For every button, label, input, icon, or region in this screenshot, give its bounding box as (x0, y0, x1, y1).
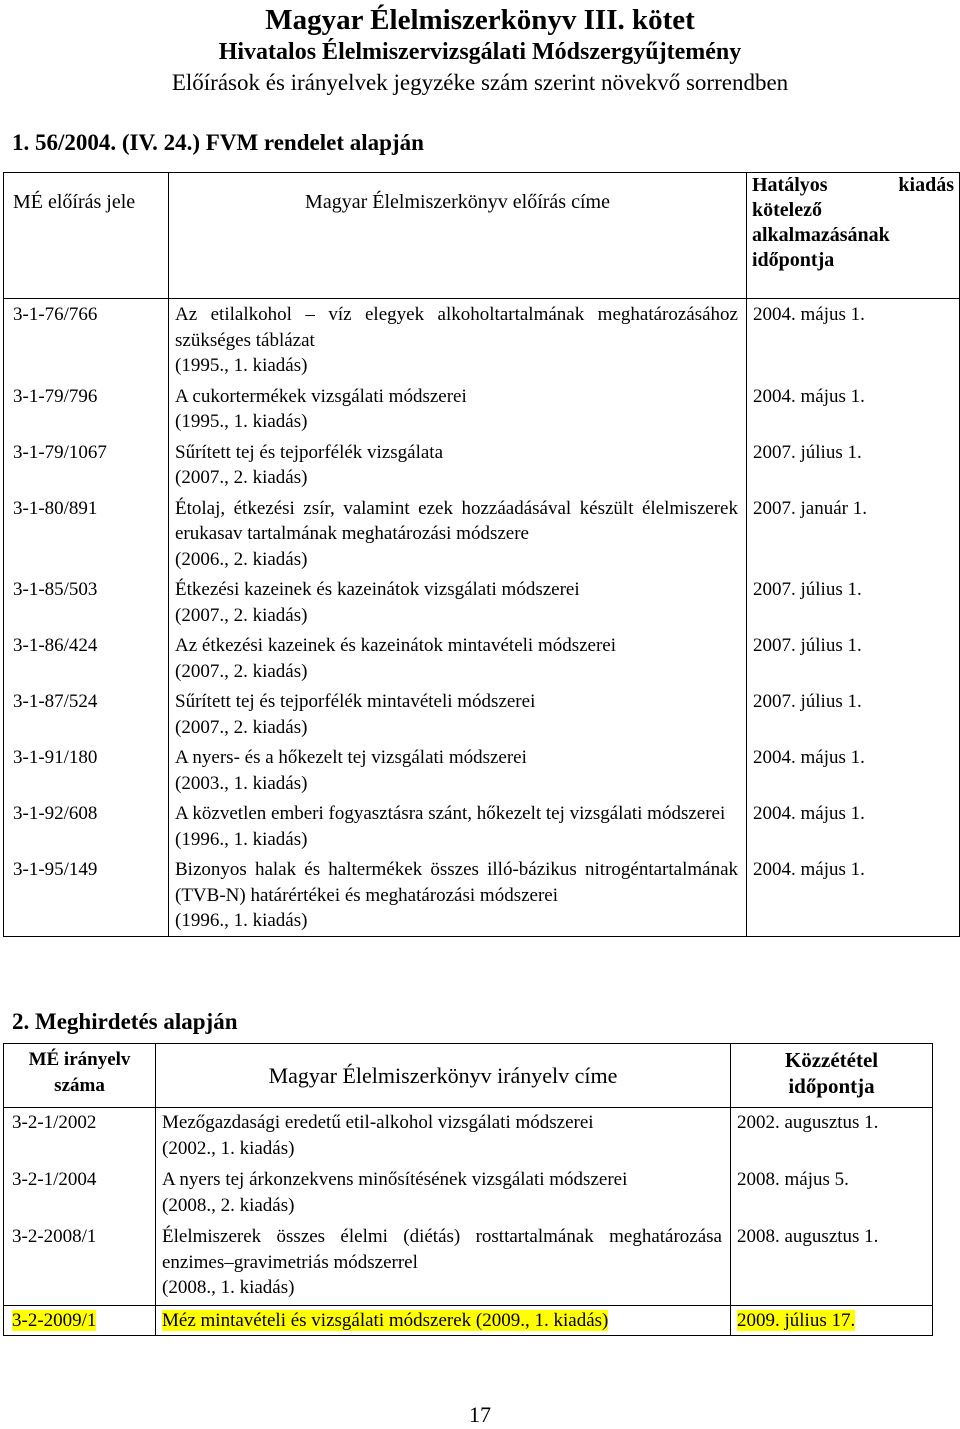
row-datum: 2002. augusztus 1. (731, 1108, 933, 1165)
row-cim: Mezőgazdasági eredetű etil-alkohol vizsgálati módszerei (2002., 1. kiadás) (156, 1108, 731, 1165)
row-datum: 2004. május 1. (747, 299, 960, 381)
row-jel: 3-1-79/1067 (4, 437, 169, 493)
row-datum: 2004. május 1. (747, 798, 960, 854)
table-header-row (4, 173, 960, 299)
row-jel: 3-2-2008/1 (4, 1221, 156, 1305)
row-datum: 2008. augusztus 1. (731, 1221, 933, 1305)
col-header-jel: MÉ irányelv száma (4, 1044, 156, 1108)
document-description: Előírások és irányelvek jegyzéke szám szerint növekvő sorrendben (171, 70, 789, 95)
row-datum: 2004. május 1. (747, 381, 960, 437)
row-cim: Méz mintavételi és vizsgálati módszerek (2009., 1. kiadás) (156, 1305, 731, 1336)
row-cim: A nyers tej árkonzekvens minősítésének vizsgálati módszerei (2008., 2. kiadás) (156, 1164, 731, 1221)
table-row (4, 798, 960, 854)
row-datum: 2008. május 5. (731, 1164, 933, 1221)
row-jel: 3-1-85/503 (4, 574, 169, 630)
row-jel: 3-2-2009/1 (4, 1305, 156, 1336)
row-jel: 3-2-1/2004 (4, 1164, 156, 1221)
row-cim: Étkezési kazeinek és kazeinátok vizsgálati módszerei (2007., 2. kiadás) (169, 574, 747, 630)
row-datum: 2009. július 17. (731, 1305, 933, 1336)
row-datum: 2007. július 1. (747, 437, 960, 493)
row-jel: 3-1-80/891 (4, 493, 169, 575)
row-cim: Bizonyos halak és haltermékek összes illó-bázikus nitrogéntartalmának (TVB-N) határértékei és meghatározási módszerei (1996., 1. kiadás) (169, 854, 747, 936)
row-jel: 3-1-91/180 (4, 742, 169, 798)
row-cim: A közvetlen emberi fogyasztásra szánt, hőkezelt tej vizsgálati módszerei (1996., 1. kiadás) (169, 798, 747, 854)
table-header-row (4, 1044, 933, 1108)
table-row (4, 1108, 933, 1165)
row-jel: 3-1-87/524 (4, 686, 169, 742)
table-row (4, 574, 960, 630)
row-cim: A cukortermékek vizsgálati módszerei (1995., 1. kiadás) (169, 381, 747, 437)
col-header-jel: MÉ előírás jele (4, 173, 169, 299)
table-row (4, 381, 960, 437)
row-jel: 3-2-1/2002 (4, 1108, 156, 1165)
table-row (4, 686, 960, 742)
row-datum: 2007. január 1. (747, 493, 960, 575)
row-datum: 2004. május 1. (747, 854, 960, 936)
row-cim: A nyers- és a hőkezelt tej vizsgálati módszerei (2003., 1. kiadás) (169, 742, 747, 798)
document-subtitle: Hivatalos Élelmiszervizsgálati Módszergyűjtemény (218, 39, 742, 65)
row-jel: 3-1-76/766 (4, 299, 169, 381)
table-row (4, 437, 960, 493)
row-datum: 2007. július 1. (747, 686, 960, 742)
table-row-highlighted (4, 1305, 933, 1336)
col-header-kozzetetel: Közzététel időpontja (731, 1044, 933, 1108)
document-title: Magyar Élelmiszerkönyv III. kötet (265, 4, 695, 36)
table-row (4, 1164, 933, 1221)
table-row (4, 854, 960, 936)
row-datum: 2004. május 1. (747, 742, 960, 798)
row-cim: Az étkezési kazeinek és kazeinátok mintavételi módszerei (2007., 2. kiadás) (169, 630, 747, 686)
table-row (4, 299, 960, 381)
row-jel: 3-1-92/608 (4, 798, 169, 854)
col-header-cim: Magyar Élelmiszerkönyv előírás címe (169, 173, 747, 299)
section1-title: 1. 56/2004. (IV. 24.) FVM rendelet alapján (12, 130, 424, 155)
row-jel: 3-1-95/149 (4, 854, 169, 936)
col-header-hatalyos: Hatályos kiadás kötelező alkalmazásának időpontja (747, 173, 960, 299)
regulation-table (3, 172, 960, 937)
row-cim: Élelmiszerek összes élelmi (diétás) rosttartalmának meghatározása enzimes–gravimetriás módszerrel (2008., 1. kiadás) (156, 1221, 731, 1305)
table-row (4, 742, 960, 798)
section2-title: 2. Meghirdetés alapján (12, 1009, 238, 1034)
row-datum: 2007. július 1. (747, 630, 960, 686)
row-jel: 3-1-86/424 (4, 630, 169, 686)
col-header-cim: Magyar Élelmiszerkönyv irányelv címe (156, 1044, 731, 1108)
row-cim: Sűrített tej és tejporfélék mintavételi módszerei (2007., 2. kiadás) (169, 686, 747, 742)
table-row (4, 493, 960, 575)
row-cim: Az etilalkohol – víz elegyek alkoholtartalmának meghatározásához szükséges táblázat (1995., 1. kiadás) (169, 299, 747, 381)
row-jel: 3-1-79/796 (4, 381, 169, 437)
row-cim: Sűrített tej és tejporfélék vizsgálata (2007., 2. kiadás) (169, 437, 747, 493)
page-number: 17 (469, 1402, 491, 1427)
table-row (4, 1221, 933, 1305)
table-row (4, 630, 960, 686)
row-cim: Étolaj, étkezési zsír, valamint ezek hozzáadásával készült élelmiszerek erukasav tartalmának meghatározási módszere (2006., 2. kiadás) (169, 493, 747, 575)
row-datum: 2007. július 1. (747, 574, 960, 630)
guideline-table (3, 1043, 933, 1336)
